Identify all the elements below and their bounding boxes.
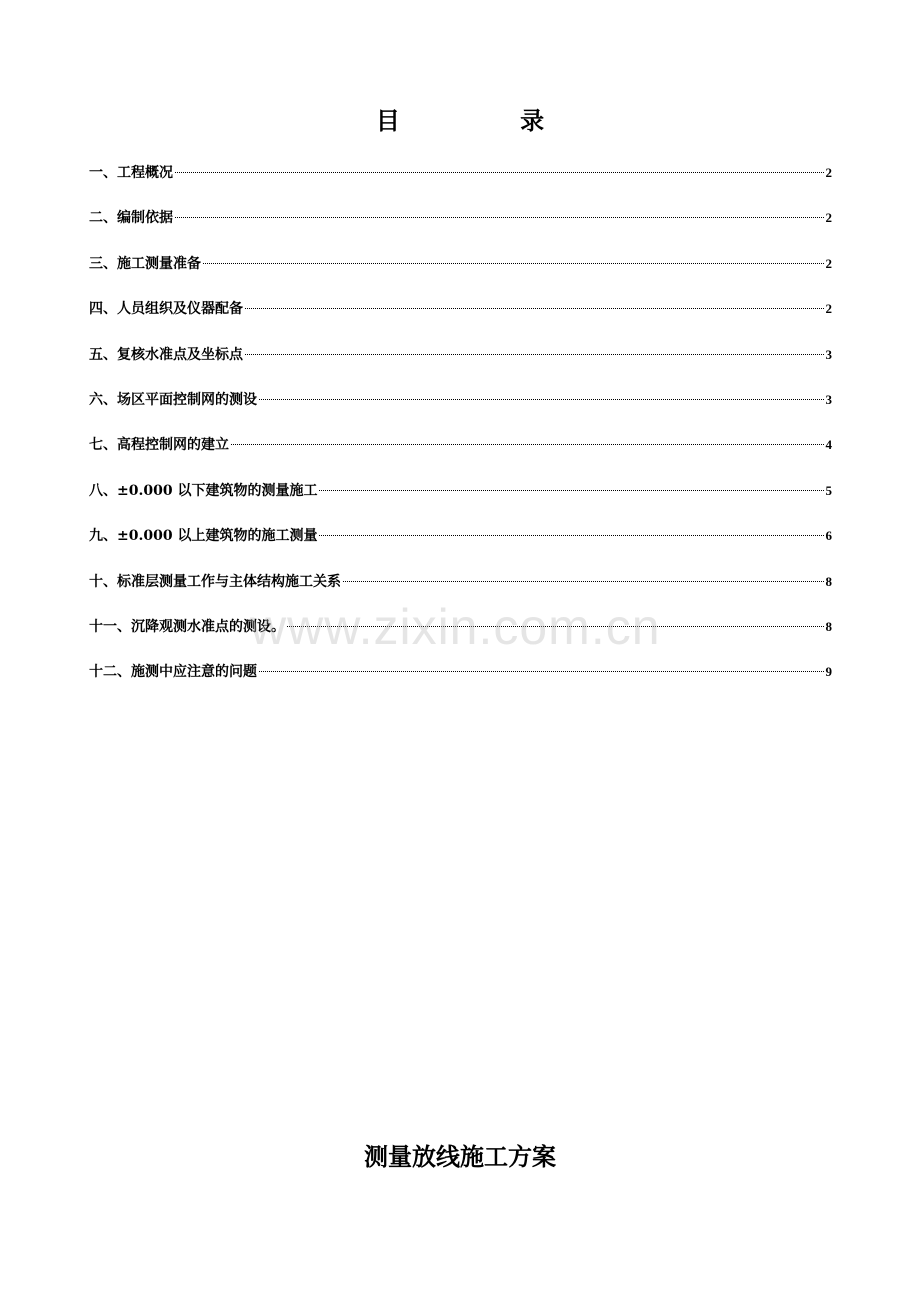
- toc-entry-label: 二、编制依据: [89, 210, 173, 227]
- toc-entry[interactable]: [89, 569, 832, 614]
- toc-entry[interactable]: [89, 659, 832, 704]
- toc-dot-leader: [203, 263, 824, 264]
- toc-entry[interactable]: [89, 387, 832, 432]
- toc-title: 目 录: [375, 106, 601, 135]
- document-title: 测量放线施工方案: [364, 1142, 556, 1171]
- toc-dot-leader: [343, 581, 824, 582]
- toc-entry[interactable]: [89, 478, 832, 523]
- toc-entry-label: 四、人员组织及仪器配备: [89, 301, 243, 318]
- toc-entry[interactable]: [89, 432, 832, 477]
- watermark-text: www.zixin.com.cn: [250, 599, 661, 655]
- toc-dot-leader: [259, 399, 824, 400]
- toc-entry-page: 6: [825, 528, 832, 544]
- toc-entry-page: 2: [825, 255, 832, 271]
- toc-list: [89, 160, 832, 705]
- toc-entry-page: 5: [825, 482, 832, 498]
- toc-entry[interactable]: [89, 614, 832, 659]
- toc-entry-label: 三、施工测量准备: [89, 255, 201, 272]
- toc-entry-page: 2: [825, 210, 832, 226]
- toc-dot-leader: [245, 354, 824, 355]
- toc-entry-page: 9: [825, 664, 832, 680]
- toc-entry[interactable]: [89, 160, 832, 205]
- toc-entry[interactable]: [89, 342, 832, 387]
- toc-entry-label: 一、工程概况: [89, 165, 173, 181]
- toc-entry-page: 3: [825, 346, 832, 362]
- toc-entry-page: 3: [825, 391, 832, 407]
- toc-dot-leader: [319, 490, 823, 491]
- toc-entry[interactable]: [89, 205, 832, 250]
- toc-dot-leader: [175, 172, 824, 173]
- toc-dot-leader: [259, 671, 824, 672]
- toc-entry-label: 十一、沉降观测水准点的测设。: [89, 618, 285, 635]
- toc-entry[interactable]: [89, 296, 832, 341]
- toc-entry-label: 七、高程控制网的建立: [89, 437, 229, 454]
- toc-dot-leader: [287, 626, 824, 627]
- toc-dot-leader: [175, 217, 824, 218]
- toc-entry-page: 4: [825, 437, 832, 453]
- toc-entry-page: 2: [825, 165, 832, 180]
- toc-entry[interactable]: [89, 251, 832, 296]
- toc-dot-leader: [231, 444, 824, 445]
- toc-entry-label: 八、±0.000 以下建筑物的测量施工: [89, 482, 318, 499]
- toc-entry-label: 九、±0.000 以上建筑物的施工测量: [89, 528, 318, 545]
- toc-entry-label: 五、复核水准点及坐标点: [89, 346, 243, 363]
- toc-entry[interactable]: [89, 523, 832, 568]
- toc-entry-page: 2: [825, 301, 832, 317]
- toc-entry-page: 8: [825, 573, 832, 589]
- toc-entry-page: 8: [825, 618, 832, 634]
- toc-entry-label: 六、场区平面控制网的测设: [89, 391, 257, 408]
- toc-entry-label: 十二、施测中应注意的问题: [89, 664, 257, 681]
- toc-dot-leader: [319, 535, 823, 536]
- toc-dot-leader: [245, 308, 824, 309]
- toc-entry-label: 十、标准层测量工作与主体结构施工关系: [89, 573, 341, 590]
